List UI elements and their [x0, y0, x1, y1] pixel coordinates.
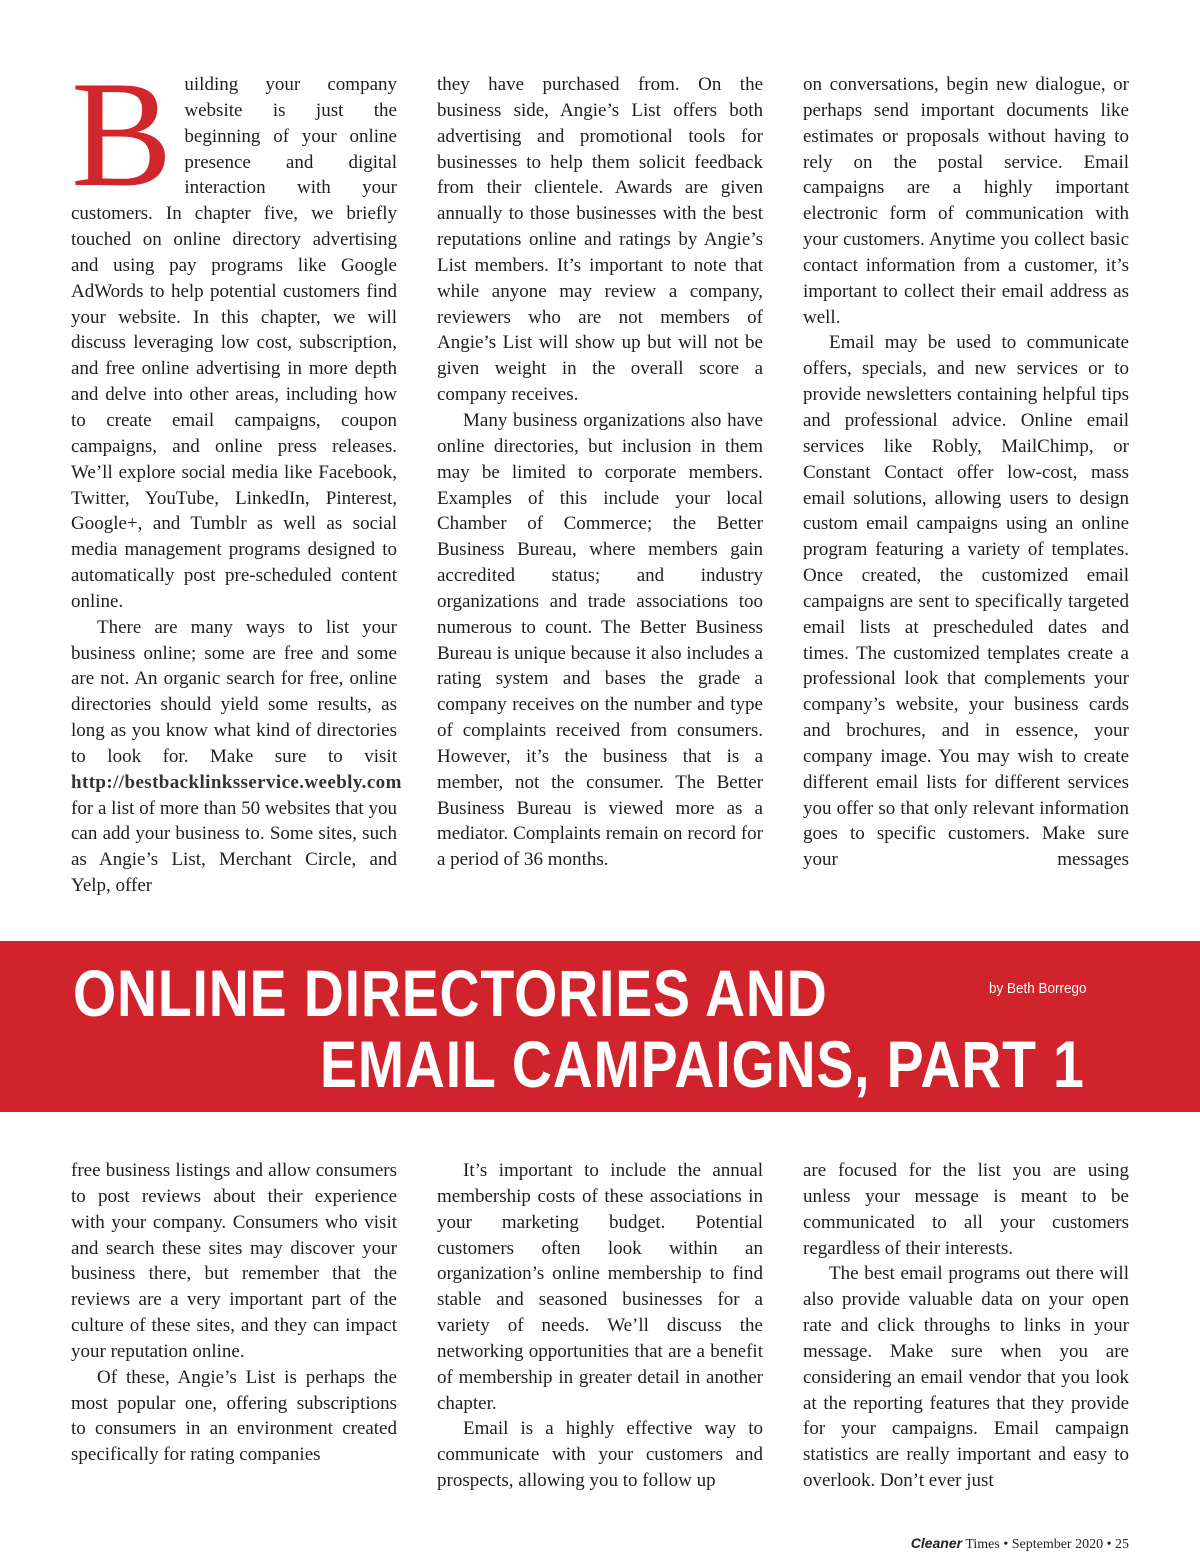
magazine-brand: Cleaner	[910, 1535, 963, 1551]
bottom-column-1	[71, 1158, 397, 1468]
drop-cap: B	[71, 50, 173, 218]
paragraph: Many business organizations also have online directories, but inclusion in them may be limited to corporate members. Examples of this include your local Chamber of Commerce; the Better Business Bureau, where members gain accredited status; and industry organizations and trade associations too numerous to count. The Better Business Bureau is unique because it also includes a rating system and bases the grade a company receives on the number and type of complaints received from consumers. However, it’s the business that is a member, not the consumer. The Better Business Bureau is viewed more as a mediator. Complaints remain on record for a period of 36 months.	[437, 409, 763, 871]
bottom-column-2	[437, 1158, 763, 1494]
page-footer	[911, 1535, 1129, 1553]
paragraph: It’s important to include the annual membership costs of these associations in your marketing budget. Potential customers often look within an organization’s online membership to find stable and seasoned businesses for a variety of needs. We’ll discuss the networking opportunities that are a benefit of membership in greater detail in another chapter.	[437, 1160, 763, 1414]
paragraph-text: There are many ways to list your business online; some are free and some are not. An organic search for free, online directories should yield some results, as long as you know what kind of directories to look for. Make sure to visit	[71, 616, 397, 767]
website-link[interactable]: http://bestbacklinksservice.weebly.com	[71, 771, 402, 793]
paragraph: free business listings and allow consumers to post reviews about their experience with your company. Consumers who visit and search these sites may discover your business there, but remember that the reviews are a very important part of the culture of these sites, and they can impact your reputation online.	[71, 1160, 397, 1362]
paragraph: on conversations, begin new dialogue, or perhaps send important documents like estimates or proposals without having to rely on the postal service. Email campaigns are a highly important electronic form of communication with your customers. Anytime you collect basic contact information from a customer, it’s important to collect their email address as well.	[803, 74, 1129, 328]
bottom-column-3	[803, 1158, 1129, 1494]
article-title-line-1: ONLINE DIRECTORIES AND	[73, 956, 828, 1030]
article-title-line-2: EMAIL CAMPAIGNS, PART 1	[320, 1027, 1085, 1101]
paragraph: Email may be used to communicate offers, specials, and new services or to provide newsletters containing helpful tips and professional advice. Online email services like Robly, MailChimp, or Constant Contact offer low-cost, mass email solutions, allowing users to design custom email campaigns using an online program featuring a variety of templates. Once created, the customized email campaigns are sent to specifically targeted email lists at prescheduled dates and times. The customized templates create a professional look that complements your company’s website, your business cards and brochures, and in essence, your company image. You may wish to create different email lists for different services you offer so that only relevant information goes to specific customers. Make sure your messages	[803, 332, 1129, 871]
byline: by Beth Borrego	[989, 980, 1087, 997]
top-column-2	[437, 72, 763, 873]
paragraph: Email is a highly effective way to communicate with your customers and prospects, allowing you to follow up	[437, 1418, 763, 1492]
paragraph-text: for a list of more than 50 websites that you can add your business to. Some sites, such as Angie’s List, Merchant Circle, and Yelp, offer	[71, 797, 397, 897]
paragraph: Of these, Angie’s List is perhaps the most popular one, offering subscriptions to consumers in an environment created specifically for rating companies	[71, 1366, 397, 1466]
footer-text: Times • September 2020 • 25	[965, 1537, 1129, 1552]
paragraph: are focused for the list you are using unless your message is meant to be communicated to all your customers regardless of their interests.	[803, 1160, 1129, 1259]
paragraph	[71, 615, 402, 899]
paragraph: uilding your company website is just the beginning of your online presence and digital interaction with your customers. In chapter five, we briefly touched on online directory advertising and using pay programs like Google AdWords to help potential customers find your website. In this chapter, we will discuss leveraging low cost, subscription, and free online advertising in more depth and delve into other areas, including how to create email campaigns, coupon campaigns, and online press releases. We’ll explore social media like Facebook, Twitter, YouTube, LinkedIn, Pinterest, Google+, and Tumblr as well as social media management programs designed to automatically post pre-scheduled content online.	[71, 74, 397, 612]
paragraph: The best email programs out there will also provide valuable data on your open rate and click throughs to links in your message. Make sure when you are considering an email vendor that you look at the reporting features that they provide for your campaigns. Email campaign statistics are really important and easy to overlook. Don’t ever just	[803, 1263, 1129, 1492]
paragraph: they have purchased from. On the business side, Angie’s List offers both advertising and promotional tools for businesses to help them solicit feedback from their clientele. Awards are given annually to those businesses with the best reputations online and ratings by Angie’s List members. It’s important to note that while anyone may review a company, reviewers who are not members of Angie’s List will show up but will not be given weight in the overall score a company receives.	[437, 74, 763, 406]
top-column-3	[803, 72, 1129, 873]
top-column-1	[71, 50, 402, 899]
